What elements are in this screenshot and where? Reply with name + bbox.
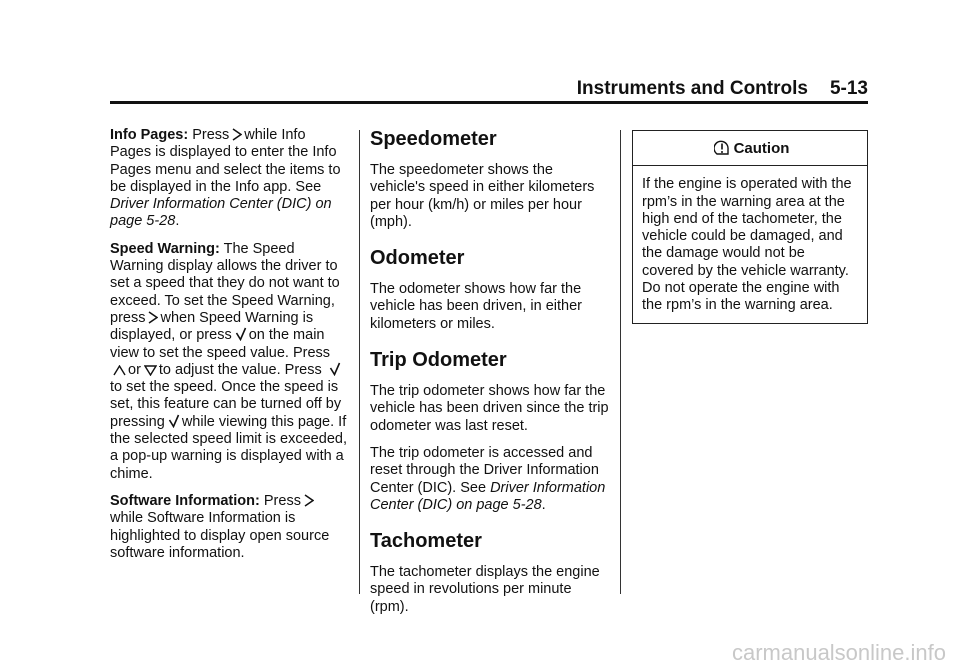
trip-odometer-heading: Trip Odometer: [370, 349, 507, 372]
caution-text: If the engine is operated with the rpm’s in the warning area at the high end of the tachometer, the vehicle could be damaged, and the damage would not be covered by the vehicle warranty. Do not operate the engine with the rpm’s in the warning area.: [642, 176, 852, 314]
column-divider: [620, 130, 621, 594]
body-text: while Info Pages is displayed to enter the Info Pages menu and select the items to be displayed in the Info app. See: [110, 127, 341, 195]
body-text: on the main view to set the speed value. Press: [110, 327, 331, 361]
caution-header: [633, 131, 867, 166]
cross-reference-link[interactable]: Driver Information Center (DIC) on page 5-28: [370, 479, 606, 513]
down-arrow-icon: [144, 365, 157, 376]
body-text: while Software Information is highlighted to display open source software information.: [110, 510, 330, 561]
page-header: [110, 78, 868, 100]
tachometer-heading: Tachometer: [370, 530, 482, 553]
speed-warning-paragraph: [110, 241, 348, 483]
section-title: Instruments and Controls: [576, 78, 808, 99]
odometer-text: The odometer shows how far the vehicle has been driven, in either kilometers or miles.: [370, 281, 582, 332]
body-text: .: [541, 496, 546, 513]
right-arrow-icon: [148, 311, 158, 324]
body-text: Press: [192, 127, 230, 143]
odometer-heading: Odometer: [370, 247, 465, 270]
checkmark-icon: [235, 327, 247, 341]
page-number: 5-13: [829, 78, 868, 99]
body-text: to set the speed. Once the speed is set, this feature can be turned off by pressing: [110, 379, 342, 430]
body-text: The trip odometer is accessed and reset through the Driver Information Center (DIC). See: [370, 444, 599, 496]
body-text: when Speed Warning is displayed, or press: [110, 309, 314, 344]
speedometer-heading: Speedometer: [370, 128, 497, 150]
info-pages-paragraph: [110, 127, 348, 231]
speedometer-text: The speedometer shows the vehicle's speed in either kilometers per hour (km/h) or miles per hour (mph).: [370, 162, 595, 230]
info-pages-label: Info Pages:: [110, 127, 189, 143]
caution-title: Caution: [733, 140, 790, 157]
checkmark-icon: [329, 362, 341, 376]
tachometer-text: The tachometer displays the engine speed in revolutions per minute (rpm).: [370, 564, 600, 615]
body-text: or: [128, 361, 141, 378]
checkmark-icon: [168, 414, 180, 428]
column-right: [632, 130, 868, 324]
watermark: carmanualsonline.info: [731, 640, 946, 665]
trip-odometer-text: The trip odometer shows how far the vehicle has been driven since the trip odometer was last reset.: [370, 383, 609, 434]
trip-odometer-reset-text: [370, 445, 610, 514]
speed-warning-label: Speed Warning:: [110, 240, 220, 257]
column-divider: [359, 130, 360, 594]
body-text: to adjust the value. Press: [158, 361, 322, 378]
header-rule: [110, 101, 868, 104]
body-text: The Speed Warning display allows the driver to set a speed that they do not want to exceed. To set the Speed Warning, press: [110, 240, 340, 326]
column-left: [110, 127, 348, 572]
body-text: Press: [263, 492, 301, 509]
right-arrow-icon: [232, 128, 242, 141]
body-text: .: [175, 213, 180, 230]
column-middle: [370, 128, 610, 626]
up-arrow-icon: [113, 365, 126, 376]
right-arrow-icon: [304, 494, 314, 507]
caution-box: [632, 130, 868, 324]
caution-icon: [714, 140, 730, 156]
cross-reference-link[interactable]: Driver Information Center (DIC) on page 5-28: [110, 196, 332, 230]
software-info-label: Software Information:: [110, 492, 260, 509]
software-info-paragraph: [110, 493, 348, 562]
body-text: while viewing this page. If the selected speed limit is exceeded, a pop-up warning is displayed with a chime.: [110, 413, 347, 482]
